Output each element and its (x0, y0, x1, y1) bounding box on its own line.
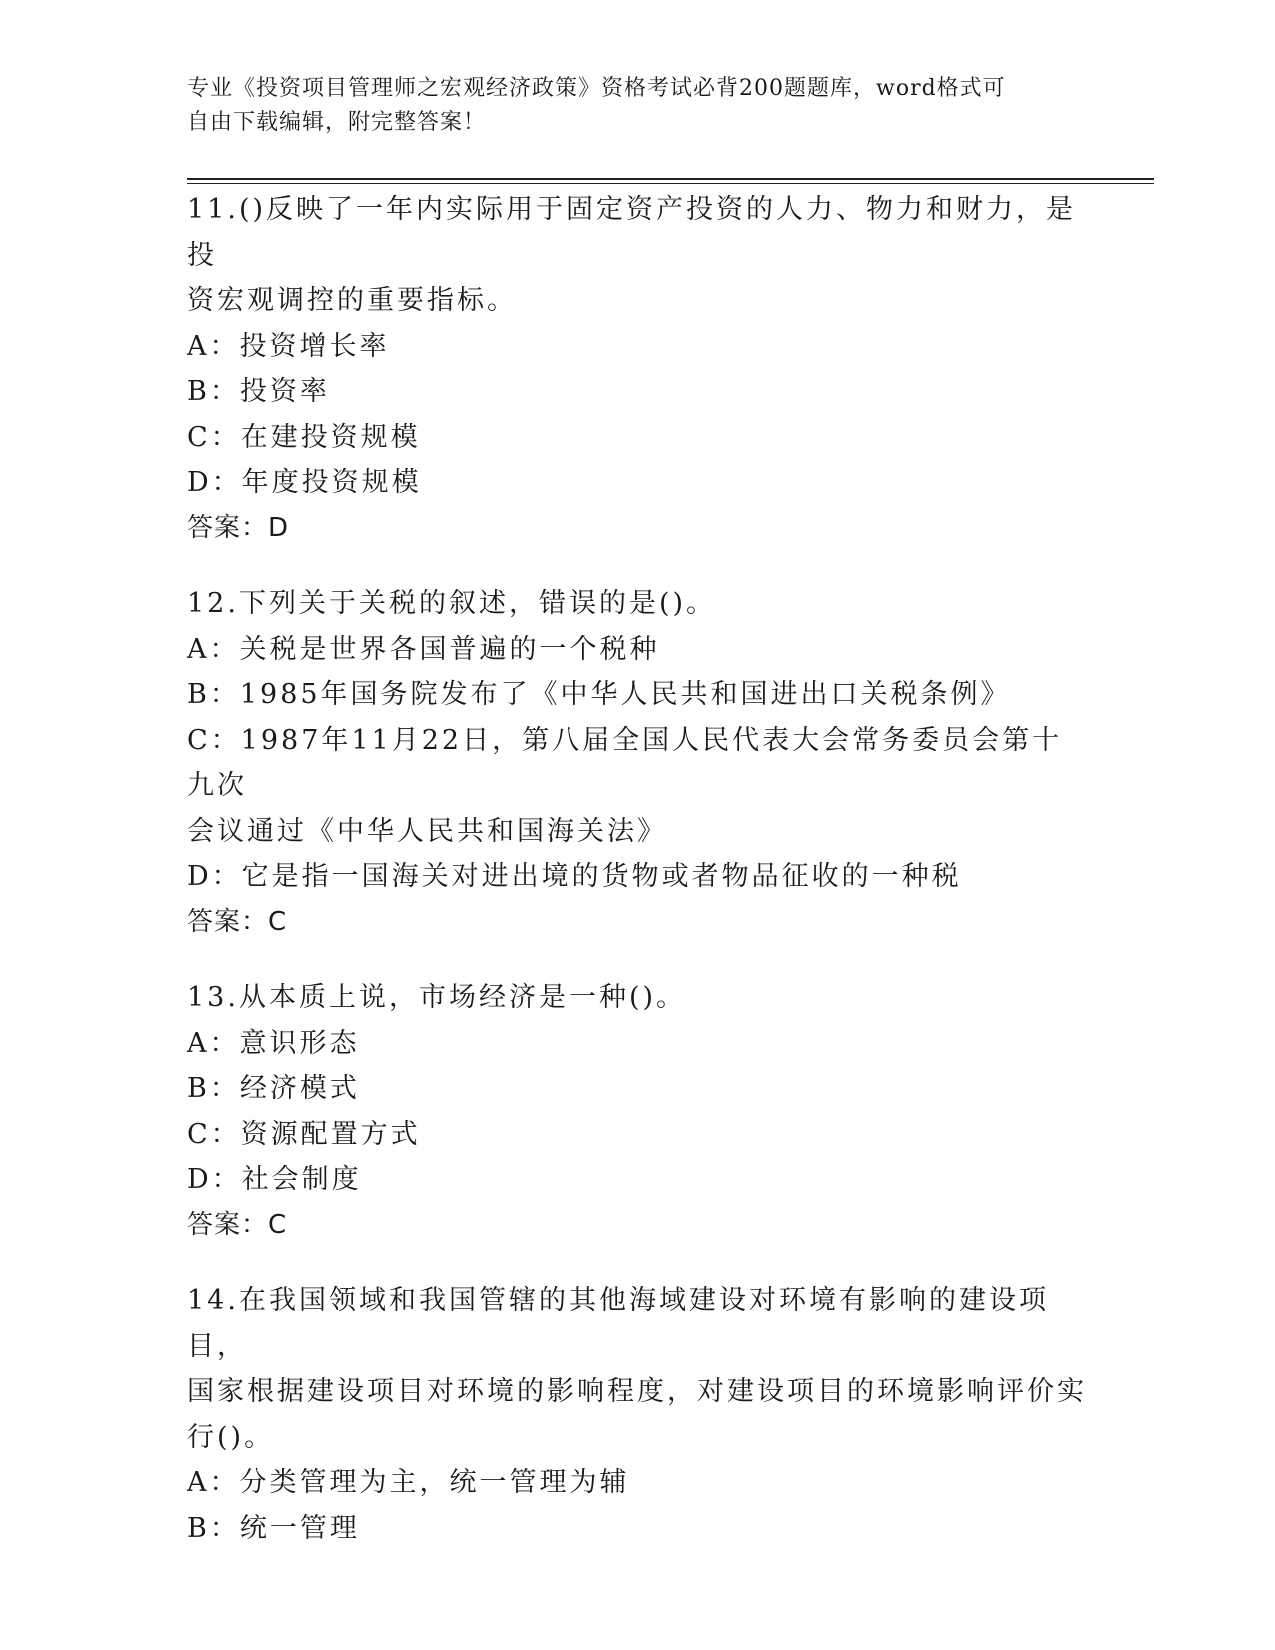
question-block (187, 187, 1087, 551)
option-line: D：它是指一国海关对进出境的货物或者物品征收的一种税 (187, 861, 962, 892)
header-line-2: 自由下载编辑，附完整答案！ (187, 110, 487, 135)
option-line: D：社会制度 (187, 1164, 362, 1195)
option-line: B：统一管理 (187, 1512, 360, 1544)
question-list (187, 187, 1087, 1581)
option-line: A：投资增长率 (187, 330, 390, 362)
option-line: C：1987年11月22日，第八届全国人民代表大会常务委员会第十九次 (187, 724, 1063, 801)
option-line: C：资源配置方式 (187, 1118, 421, 1150)
question-block (187, 975, 1087, 1248)
question-stem-line: 13.从本质上说，市场经济是一种()。 (187, 982, 687, 1013)
question-block (187, 581, 1087, 945)
question-stem-line: 资宏观调控的重要指标。 (187, 285, 517, 316)
answer-line: 答案：C (187, 1209, 288, 1240)
question-stem-line: 国家根据建设项目对环境的影响程度，对建设项目的环境影响评价实 (187, 1376, 1087, 1407)
option-line: A：意识形态 (187, 1027, 360, 1059)
option-line: B：1985年国务院发布了《中华人民共和国进出口关税条例》 (187, 679, 1011, 710)
header-divider-thin (187, 183, 1154, 184)
document-header (187, 72, 1087, 140)
option-line: A：关税是世界各国普遍的一个税种 (187, 633, 660, 665)
answer-line: 答案：D (187, 512, 290, 543)
option-line: A：分类管理为主，统一管理为辅 (187, 1467, 630, 1498)
header-divider-thick (187, 178, 1154, 180)
question-stem-line: 14.在我国领域和我国管辖的其他海域建设对环境有影响的建设项目， (187, 1285, 1049, 1362)
option-line: D：年度投资规模 (187, 467, 422, 498)
option-line: C：在建投资规模 (187, 421, 421, 453)
header-line-1: 专业《投资项目管理师之宏观经济政策》资格考试必背200题题库，word格式可 (187, 76, 1006, 101)
answer-line: 答案：C (187, 906, 288, 937)
question-stem-line: 12.下列关于关税的叙述，错误的是()。 (187, 588, 717, 619)
option-line: 会议通过《中华人民共和国海关法》 (187, 815, 667, 847)
question-stem-line: 11.()反映了一年内实际用于固定资产投资的人力、物力和财力，是投 (187, 194, 1077, 271)
option-line: B：投资率 (187, 376, 330, 407)
question-stem-line: 行()。 (187, 1421, 275, 1453)
option-line: B：经济模式 (187, 1073, 360, 1104)
question-block (187, 1278, 1087, 1551)
